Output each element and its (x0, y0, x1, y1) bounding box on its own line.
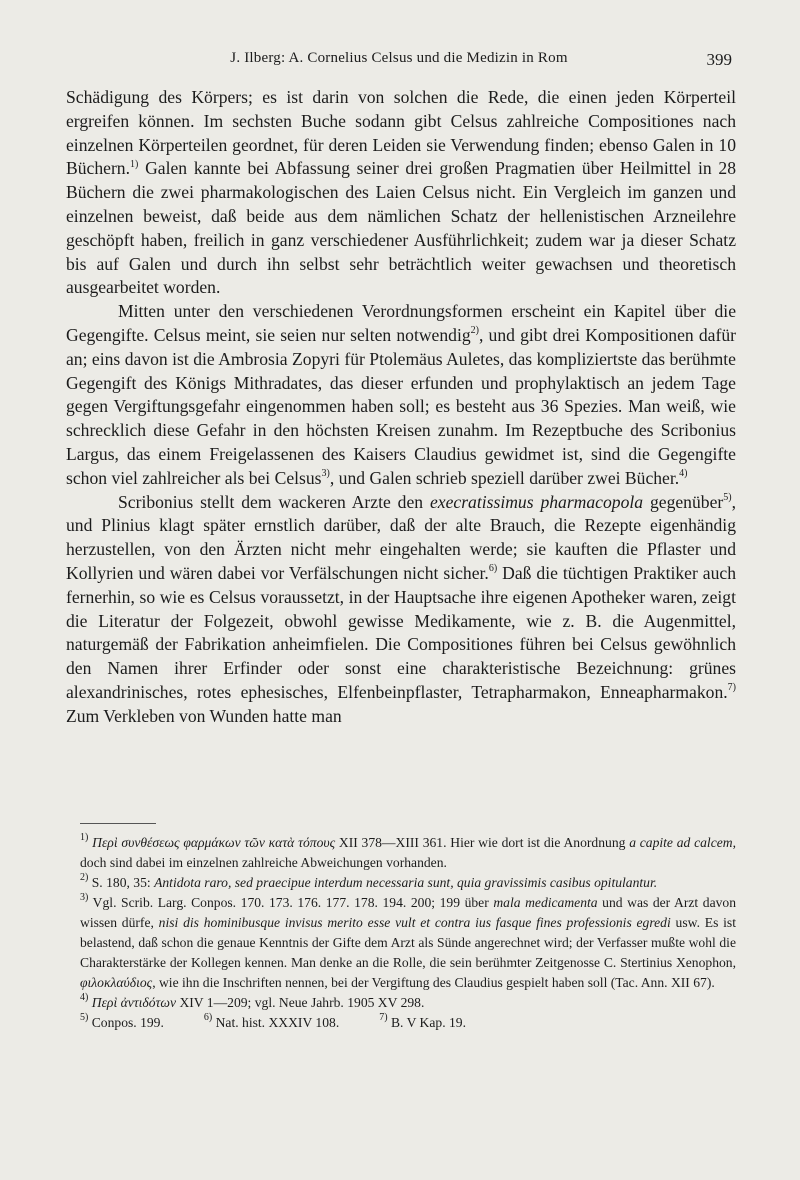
main-text (66, 86, 736, 729)
footnote-marker: 4) (679, 467, 688, 479)
italic-text: nisi dis hominibusque invisus merito esse vult et contra ius fasque fines professionis egredi (158, 915, 671, 930)
paragraph (66, 86, 736, 300)
text-run: Nat. hist. XXXIV 108. (212, 1015, 340, 1030)
text-run: B. V Kap. 19. (387, 1015, 466, 1030)
text-run: , und Plinius klagt später ernstlich darüber, daß der alte Brauch, die Rezepte eigenhändig herzustellen, von den Ärzten nicht mehr eingehalten werde; sie kauften die Pflaster und Kollyrien und wären dabei vor Verfälschungen nicht sicher. (66, 491, 736, 583)
text-run: Daß die tüchtigen Praktiker auch fernerhin, so wie es Celsus voraussetzt, in der Hauptsache ihre eigenen Apotheker waren, zeigt die Literatur der Folgezeit, obwohl gewisse Medikamente, wie z. B. die Augenmittel, naturgemäß der Fabrikation anheimfielen. Die Compositiones führen bei Celsus gewöhnlich den Namen ihrer Erfinder oder sonst eine charakteristische Bezeichnung: grünes alexandrinisches, rotes ephesisches, Elfenbeinpflaster, Tetrapharmakon, Enneapharmakon. (66, 562, 736, 702)
text-run: Galen kannte bei Abfassung seiner drei großen Pragmatien über Heilmittel in 28 Büchern die zwei pharmakologischen des Laien Celsus nicht. Ein Vergleich im ganzen und einzelnen beweist, daß beide aus dem nämlichen Schatz der hellenistischen Arzneilehre geschöpft haben, freilich in ganz verschiedener Ausführlichkeit; zudem war ja dieser Schatz bis auf Galen und durch ihn selbst sehr beträchtlich weiter gewachsen und theoretisch ausgearbeitet worden. (66, 158, 736, 298)
footnote (204, 1013, 339, 1033)
footnote-marker: 5) (80, 1012, 89, 1024)
text-run: , und gibt drei Kompositionen dafür an; eins davon ist die Ambrosia Zopyri für Ptolemäus Auletes, das kompliziertste das berühmte Gegengift des Königs Mithradates, das dieser erfunden und prophylaktisch an jedem Tage gegen Vergiftungsgefahr eingenommen haben soll; es besteht aus 36 Spezies. Man weiß, wie schrecklich diese Gefahr in den höchsten Kreisen zunahm. Im Rezeptbuche des Scribonius Largus, das einem Freigelassenen des Kaisers Claudius gewidmet ist, sind die Gegengifte schon viel zahlreicher als bei Celsus (66, 324, 736, 488)
italic-text: execratissimus pharmacopola (429, 491, 644, 512)
running-title: J. Ilberg: A. Cornelius Celsus und die Medizin in Rom (230, 50, 568, 66)
text-run: usw. Es ist belastend, daß schon die genaue Kenntnis der Gifte dem Arzt als Sünde angerechnet wird; der Verfasser mußte wohl die Charakterstärke der Kollegen kennen. Man denke an die Rolle, die sein berühmter Zeitgenosse C. Stertinius Xenophon, (80, 915, 736, 970)
page-number: 399 (706, 50, 732, 69)
footnote-marker: 2) (80, 872, 89, 884)
footnote-marker: 2) (470, 325, 479, 337)
paragraph (66, 491, 736, 729)
italic-text: Περὶ ἀντιδότων (91, 995, 177, 1010)
footnote (80, 993, 736, 1013)
footnote-marker: 5) (723, 491, 732, 503)
footnote (80, 833, 736, 873)
text-run: , doch sind dabei im einzelnen zahlreiche Abweichungen vorhanden. (80, 835, 737, 870)
footnote-marker: 7) (727, 682, 736, 694)
footnote-marker: 6) (203, 1012, 213, 1024)
footnote-marker: 3) (80, 892, 89, 904)
text-run: Scribonius stellt dem wackeren Arzte den (118, 491, 430, 512)
footnote-line (80, 1013, 736, 1033)
text-run: Schädigung des Körpers; es ist darin von solchen die Rede, die einen jeden Körperteil ergreifen können. Im sechsten Buche sodann gibt Celsus zahlreiche Compositiones nach einzelnen Körperteilen geordnet, für deren Leiden sie Verwendung finden; ebenso Galen in 10 Büchern. (66, 87, 736, 179)
footnote-separator (80, 823, 156, 824)
text-run: S. 180, 35: (88, 875, 155, 890)
footnote-marker: 1) (80, 832, 89, 844)
footnote-marker: 6) (488, 563, 498, 575)
italic-text: Περὶ συνθέσεως φαρμάκων τῶν κατὰ τόπους (92, 835, 336, 850)
footnote-marker: 7) (379, 1012, 388, 1024)
italic-text: a capite ad calcem (629, 835, 733, 850)
text-run: Conpos. 199. (88, 1015, 164, 1030)
footnote (80, 873, 736, 893)
italic-text: φιλοκλαύδιος (80, 975, 153, 990)
footnote-marker: 3) (321, 467, 330, 479)
text-run: , und Galen schrieb speziell darüber zwei Bücher. (329, 467, 680, 488)
text-run: XIV 1—209; vgl. Neue Jahrb. 1905 XV 298. (176, 995, 425, 1010)
footnote (80, 1013, 164, 1033)
text-run: gegenüber (643, 491, 724, 512)
italic-text: mala medicamenta (493, 895, 598, 910)
footnote-marker: 4) (80, 992, 89, 1004)
text-run: , wie ihn die Inschriften nennen, bei der Vergiftung des Claudius gespielt haben soll (Tac. Ann. XII 67). (152, 975, 715, 990)
italic-text: Antidota raro, sed praecipue interdum necessaria sunt, quia gravissimis casibus opitulantur. (154, 875, 658, 890)
text-run: Mitten unter den verschiedenen Verordnungsformen erscheint ein Kapitel über die Gegengifte. Celsus meint, sie seien nur selten notwendig (66, 301, 736, 345)
text-run: XII 378—XIII 361. Hier wie dort ist die Anordnung (335, 835, 630, 850)
footnote (80, 893, 736, 993)
text-run: Vgl. Scrib. Larg. Conpos. 170. 173. 176. 177. 178. 194. 200; 199 über (88, 895, 494, 910)
footnote (379, 1013, 466, 1033)
footnote-marker: 1) (130, 158, 139, 170)
text-run: Zum Verkleben von Wunden hatte man (66, 705, 342, 726)
paragraph (66, 300, 736, 490)
footnotes (80, 833, 736, 1033)
text-run: und was der Arzt davon wissen dürfe, (80, 895, 736, 930)
